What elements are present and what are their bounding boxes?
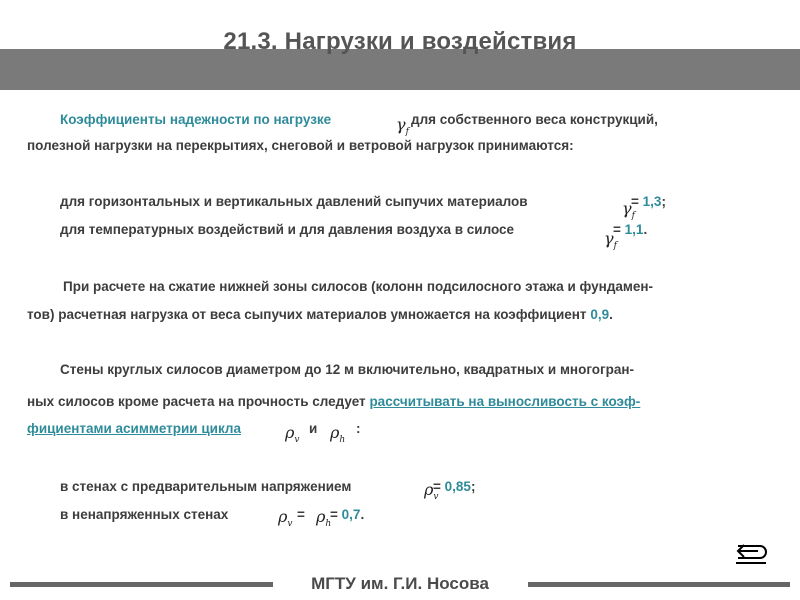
para3-line2: ных силосов кроме расчета на прочность следует рассчитывать на выносливость с коэф- [27, 394, 641, 409]
item-b-text: для температурных воздействий и для давления воздуха в силосе [60, 222, 515, 237]
fatigue-link[interactable]: рассчитывать на выносливость с коэф- [369, 394, 641, 409]
return-arrow-icon [732, 537, 770, 567]
para1-lead: Коэффициенты надежности по нагрузке [60, 112, 332, 127]
gamma-f-symbol: $\gamma_f$ [396, 115, 409, 137]
gamma-f-symbol: $\gamma_f$ [622, 199, 635, 221]
case-c-value: = 0,85; [433, 479, 476, 494]
item-a-text: для горизонтальных и вертикальных давлений сыпучих материалов [60, 194, 528, 209]
para1-line2: полезной нагрузки на перекрытиях, снеговой и ветровой нагрузок принимаются: [27, 138, 574, 153]
para3-line3 [27, 420, 241, 438]
para1-rest1: для собственного веса конструкций, [411, 112, 658, 127]
para1-line1 [60, 111, 331, 129]
para3-line1: Стены круглых силосов диаметром до 12 м включительно, квадратных и многогран- [60, 362, 635, 377]
rho-h-symbol: $\rho_h$ [316, 507, 332, 529]
gamma-f-symbol: $\gamma_f$ [604, 229, 617, 251]
page-title: 21.3. Нагрузки и воздействия [223, 28, 577, 55]
item-b-value: = 1,1. [613, 222, 648, 237]
case-d-text: в ненапряженных стенах [60, 507, 229, 522]
para2-line2: тов) расчетная нагрузка от веса сыпучих материалов умножается на коэффициент 0,9. [27, 307, 613, 322]
footer-text: МГТУ им. Г.И. Носова [311, 574, 489, 593]
rho-v-symbol: $\rho_v$ [285, 423, 300, 445]
case-c-text: в стенах с предварительным напряжением [60, 479, 352, 494]
case-d-value: = 0,7. [330, 507, 365, 522]
back-button[interactable] [732, 537, 770, 567]
para3-colon: : [356, 421, 361, 436]
fatigue-link-cont[interactable]: фициентами асимметрии цикла [27, 421, 241, 436]
rho-h-symbol: $\rho_h$ [330, 423, 346, 445]
and-word: и [309, 421, 318, 436]
rho-v-symbol: $\rho_v$ [424, 480, 439, 502]
case-d-eq1: = [297, 507, 305, 522]
rho-v-symbol: $\rho_v$ [278, 507, 293, 529]
para2-line1: При расчете на сжатие нижней зоны силосов (колонн подсилосного этажа и фундамен- [63, 279, 654, 294]
item-a-value: = 1,3; [631, 194, 666, 209]
